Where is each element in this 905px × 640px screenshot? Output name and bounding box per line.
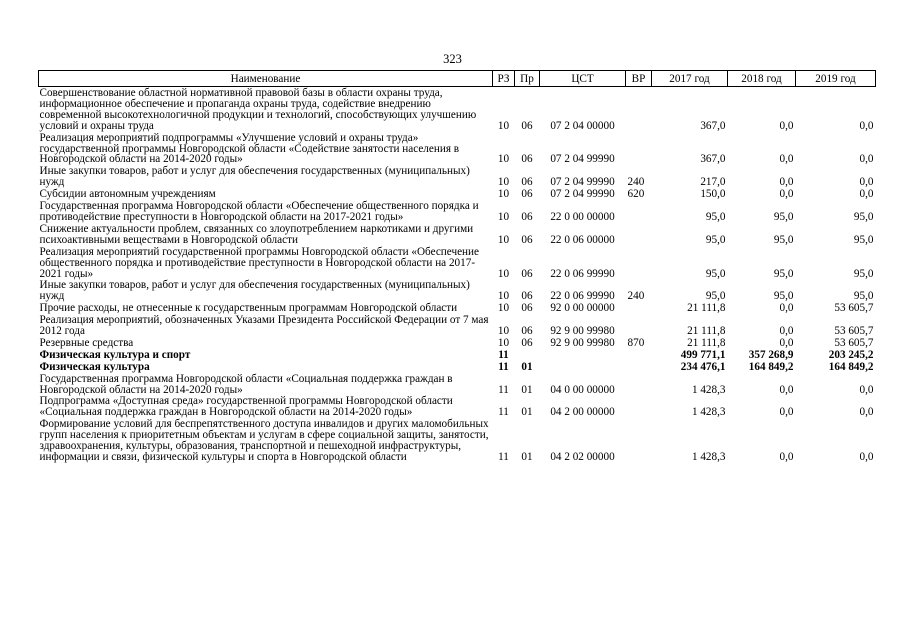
cell-2017: 217,0 [700, 176, 726, 189]
cell-vr [626, 302, 652, 314]
cell-2017: 95,0 [705, 210, 726, 223]
cell-pr: 01 [521, 451, 533, 463]
cell-cst: 92 9 00 99980 [550, 336, 615, 349]
table-row [39, 188, 876, 200]
cell-vr [626, 349, 652, 361]
cell-2018: 95,0 [773, 210, 794, 223]
cell-vr [626, 87, 652, 132]
cell-2019: 95,0 [853, 233, 874, 246]
table-row [39, 87, 876, 132]
cell-cst: 22 0 06 00000 [550, 233, 615, 246]
cell-2019: 0,0 [859, 406, 874, 419]
cell-cst: 07 2 04 99990 [550, 153, 615, 166]
cell-cst: 92 0 00 00000 [550, 302, 615, 315]
cell-2018: 0,0 [779, 406, 794, 419]
cell-2019: 95,0 [853, 210, 874, 223]
cell-cst: 07 2 04 99990 [550, 188, 615, 201]
cell-pr: 01 [521, 406, 533, 419]
cell-cst: 07 2 04 99990 [550, 176, 615, 189]
table-row [39, 361, 876, 373]
cell-vr: 620 [627, 188, 645, 201]
table-body [39, 87, 876, 463]
cell-2017: 21 111,8 [687, 336, 726, 349]
table-row [39, 223, 876, 246]
cell-2017: 499 771,1 [680, 348, 726, 361]
table-row [39, 337, 876, 349]
cell-2018: 0,0 [779, 302, 794, 315]
cell-name: Реализация мероприятий, обозначенных Указами Президента Российской Федерации от 7 мая 2012 года [39, 314, 489, 338]
cell-name: Подпрограмма «Доступная среда» государственной программы Новгородской области «Социальная поддержка граждан в Новгородской области на 2014-2020 годы» [39, 395, 453, 419]
cell-name: Иные закупки товаров, работ и услуг для обеспечения государственных (муниципальных) нужд [39, 279, 470, 303]
column-header-rz: РЗ [493, 71, 515, 87]
cell-name: Субсидии автономным учреждениям [39, 188, 216, 201]
cell-2019: 95,0 [853, 267, 874, 280]
cell-rz: 10 [497, 210, 510, 223]
column-header-name: Наименование [39, 71, 493, 87]
cell-name: Иные закупки товаров, работ и услуг для обеспечения государственных (муниципальных) нужд [39, 165, 470, 189]
cell-2019: 53 605,7 [834, 336, 874, 349]
cell-cst: 04 2 02 00000 [550, 451, 615, 463]
cell-name: Реализация мероприятий государственной программы Новгородской области «Обеспечение общественного порядка и противодействие преступности в Новгородской области на 2017-2021 годы» [39, 245, 479, 280]
column-header-pr: Пр [515, 71, 540, 87]
cell-rz: 11 [498, 383, 509, 396]
cell-pr: 01 [521, 360, 533, 373]
cell-vr: 240 [627, 290, 645, 303]
cell-cst: 07 2 04 00000 [550, 119, 615, 132]
table-row [39, 418, 876, 463]
cell-2019: 53 605,7 [834, 325, 874, 338]
table-row [39, 349, 876, 361]
cell-2018: 95,0 [773, 233, 794, 246]
cell-2018: 95,0 [773, 290, 794, 303]
cell-2019: 0,0 [859, 153, 874, 166]
cell-pr: 06 [521, 267, 533, 280]
cell-name: Прочие расходы, не отнесенные к государственным программам Новгородской области [39, 302, 458, 315]
cell-pr: 06 [521, 233, 533, 246]
cell-2017: 1 428,3 [691, 406, 726, 419]
cell-cst: 22 0 06 99990 [550, 267, 615, 280]
cell-cst: 92 9 00 99980 [550, 325, 615, 338]
cell-2018: 0,0 [779, 451, 794, 463]
column-header-2018: 2018 год [728, 71, 796, 87]
cell-pr: 06 [521, 188, 533, 201]
cell-2017: 150,0 [700, 188, 726, 201]
cell-vr [626, 314, 652, 337]
table-row [39, 302, 876, 314]
cell-vr [626, 418, 652, 463]
cell-cst: 22 0 06 99990 [550, 290, 615, 303]
cell-cst: 04 2 00 00000 [550, 406, 615, 419]
table-header-row [39, 71, 876, 87]
cell-rz: 11 [498, 348, 509, 361]
cell-2019: 0,0 [859, 383, 874, 396]
page-number: 323 [443, 52, 462, 66]
cell-name: Резервные средства [39, 336, 134, 349]
table-row [39, 395, 876, 418]
cell-vr [626, 132, 652, 166]
cell-2018: 0,0 [779, 336, 794, 349]
cell-pr: 06 [521, 210, 533, 223]
cell-rz: 10 [497, 119, 510, 132]
cell-2019: 0,0 [859, 176, 874, 189]
cell-rz: 10 [497, 176, 510, 189]
cell-cst [540, 349, 626, 361]
cell-vr: 870 [627, 336, 645, 349]
cell-2018: 357 268,9 [748, 348, 794, 361]
cell-pr: 06 [521, 119, 533, 132]
table-row [39, 373, 876, 396]
cell-rz: 10 [497, 267, 510, 280]
cell-vr [626, 246, 652, 280]
cell-2019: 0,0 [859, 119, 874, 132]
cell-2018: 0,0 [779, 119, 794, 132]
cell-2017: 367,0 [700, 153, 726, 166]
cell-pr: 06 [521, 325, 533, 338]
cell-vr [626, 200, 652, 223]
cell-name: Снижение актуальности проблем, связанных со злоупотреблением наркотиками и другими психоактивными веществами в Новгородской области [39, 222, 474, 246]
cell-2017: 367,0 [700, 119, 726, 132]
cell-2017: 1 428,3 [691, 383, 726, 396]
budget-table [38, 70, 876, 463]
cell-pr: 06 [521, 290, 533, 303]
cell-rz: 10 [497, 302, 510, 315]
cell-name: Совершенствование областной нормативной правовой базы в области охраны труда, информационное обеспечение и пропаганда охраны труда, содействие внедрению современной высокотехнологичной продукции и технологий, способствующих улучшению условий и охраны труда [39, 87, 477, 132]
cell-2019: 0,0 [859, 451, 874, 463]
cell-rz: 10 [497, 188, 510, 201]
cell-cst [540, 361, 626, 373]
cell-2018: 164 849,2 [748, 360, 794, 373]
cell-pr [515, 349, 540, 361]
column-header-2017: 2017 год [652, 71, 728, 87]
cell-2019: 0,0 [859, 188, 874, 201]
cell-vr [626, 395, 652, 418]
cell-name: Государственная программа Новгородской области «Социальная поддержка граждан в Новгородской области на 2014-2020 годы» [39, 372, 453, 396]
cell-name: Физическая культура и спорт [39, 348, 191, 361]
cell-name: Физическая культура [39, 360, 150, 373]
table-row [39, 200, 876, 223]
cell-pr: 06 [521, 336, 533, 349]
table-row [39, 165, 876, 188]
column-header-cst: ЦСТ [540, 71, 626, 87]
cell-rz: 11 [498, 451, 509, 463]
cell-vr [626, 361, 652, 373]
cell-2018: 95,0 [773, 267, 794, 280]
cell-2019: 95,0 [853, 290, 874, 303]
cell-2018: 0,0 [779, 176, 794, 189]
cell-rz: 11 [498, 360, 509, 373]
cell-cst: 04 0 00 00000 [550, 383, 615, 396]
cell-2018: 0,0 [779, 383, 794, 396]
cell-name: Реализация мероприятий подпрограммы «Улучшение условий и охраны труда» государственной программы Новгородской области «Содействие занятости населения в Новгородской области на 2014-2020 годы» [39, 131, 460, 166]
cell-2019: 164 849,2 [828, 360, 874, 373]
cell-2019: 203 245,2 [828, 348, 874, 361]
cell-rz: 10 [497, 336, 510, 349]
cell-2019: 53 605,7 [834, 302, 874, 315]
cell-2017: 95,0 [705, 267, 726, 280]
cell-name: Формирование условий для беспрепятственного доступа инвалидов и других маломобильных групп населения к приоритетным объектам и услугам в сфере социальной защиты, занятости, здравоохранения, культуры, образования, транспортной и пешеходной инфраструктуры, информации и связи, физической культуры и спорта в Новгородской области [39, 418, 489, 463]
cell-2017: 1 428,3 [691, 451, 726, 463]
cell-2017: 234 476,1 [680, 360, 726, 373]
cell-2017: 21 111,8 [687, 325, 726, 338]
cell-rz: 11 [498, 406, 509, 419]
column-header-2019: 2019 год [796, 71, 876, 87]
cell-rz: 10 [497, 290, 510, 303]
cell-rz: 10 [497, 153, 510, 166]
cell-pr: 06 [521, 302, 533, 315]
cell-pr: 01 [521, 383, 533, 396]
cell-vr: 240 [627, 176, 645, 189]
cell-2018: 0,0 [779, 188, 794, 201]
cell-rz: 10 [497, 325, 510, 338]
column-header-vr: ВР [626, 71, 652, 87]
cell-name: Государственная программа Новгородской области «Обеспечение общественного порядка и противодействие преступности в Новгородской области на 2017-2021 годы» [39, 200, 479, 223]
cell-cst: 22 0 00 00000 [550, 210, 615, 223]
cell-vr [626, 223, 652, 246]
cell-vr [626, 373, 652, 396]
table-row [39, 279, 876, 302]
table-row [39, 132, 876, 166]
cell-pr: 06 [521, 176, 533, 189]
cell-2017: 95,0 [705, 290, 726, 303]
table-row [39, 246, 876, 280]
table-row [39, 314, 876, 337]
cell-2018: 0,0 [779, 325, 794, 338]
cell-2017: 21 111,8 [687, 302, 726, 315]
cell-pr: 06 [521, 153, 533, 166]
cell-2017: 95,0 [705, 233, 726, 246]
cell-2018: 0,0 [779, 153, 794, 166]
cell-rz: 10 [497, 233, 510, 246]
